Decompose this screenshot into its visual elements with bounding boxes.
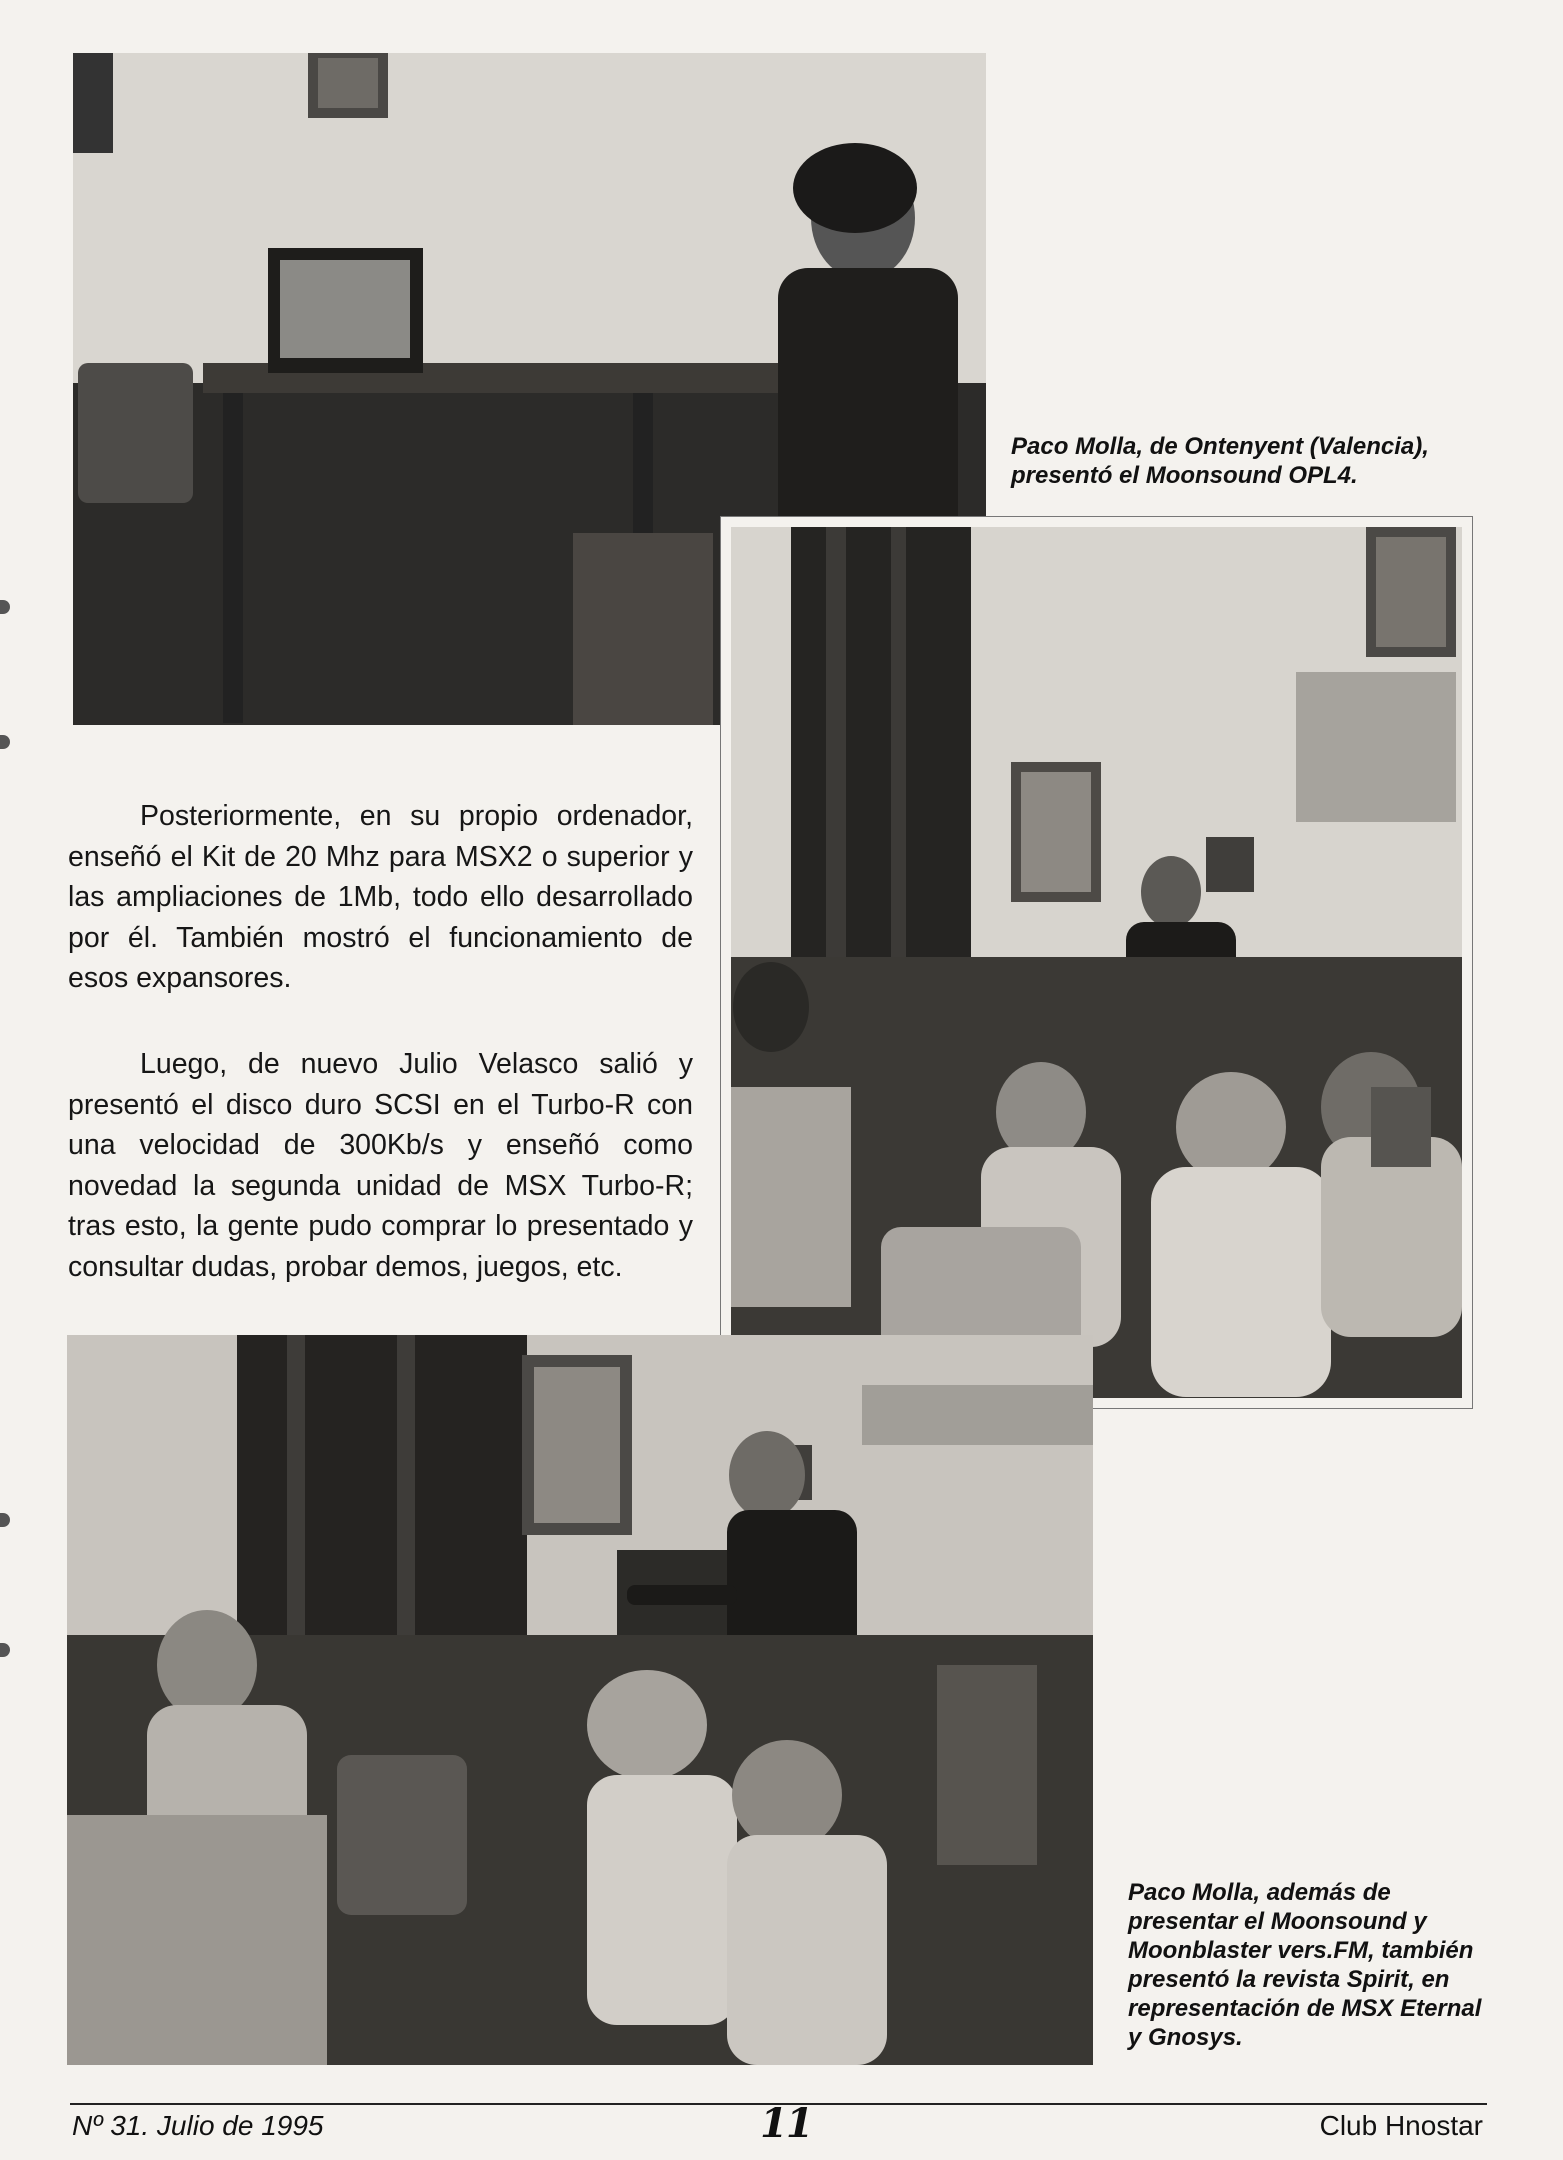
photo-bottom (67, 1335, 1093, 2065)
article-paragraph-2: Luego, de nuevo Julio Velasco salió y presentó el disco duro SCSI en el Turbo-R con una velocidad de 300Kb/s y enseñó como novedad la segunda unidad de MSX Turbo-R; tras esto, la gente pudo comprar lo presentado y consultar dudas, probar demos, juegos, etc. (68, 1048, 693, 1283)
photo-bottom-image (67, 1335, 1093, 2065)
caption-top: Paco Molla, de Ontenyent (Valencia), presentó el Moonsound OPL4. (1011, 433, 1429, 489)
caption-bottom: Paco Molla, además de presentar el Moonsound y Moonblaster vers.FM, también presentó la revista Spirit, en representación de MSX Eternal y Gnosys. (1128, 1879, 1482, 2051)
footer-publisher: Club Hnostar (1319, 2110, 1483, 2141)
photo-right-image (731, 527, 1462, 1398)
page-number: 11 (760, 2100, 812, 2147)
footer-issue: Nº 31. Julio de 1995 (72, 2110, 324, 2141)
photo-right (721, 517, 1472, 1408)
article-paragraph-1: Posteriormente, en su propio ordenador, enseñó el Kit de 20 Mhz para MSX2 o superior y las ampliaciones de 1Mb, todo ello desarrollado por él. También mostró el funcionamiento de esos expansores. (68, 800, 693, 994)
